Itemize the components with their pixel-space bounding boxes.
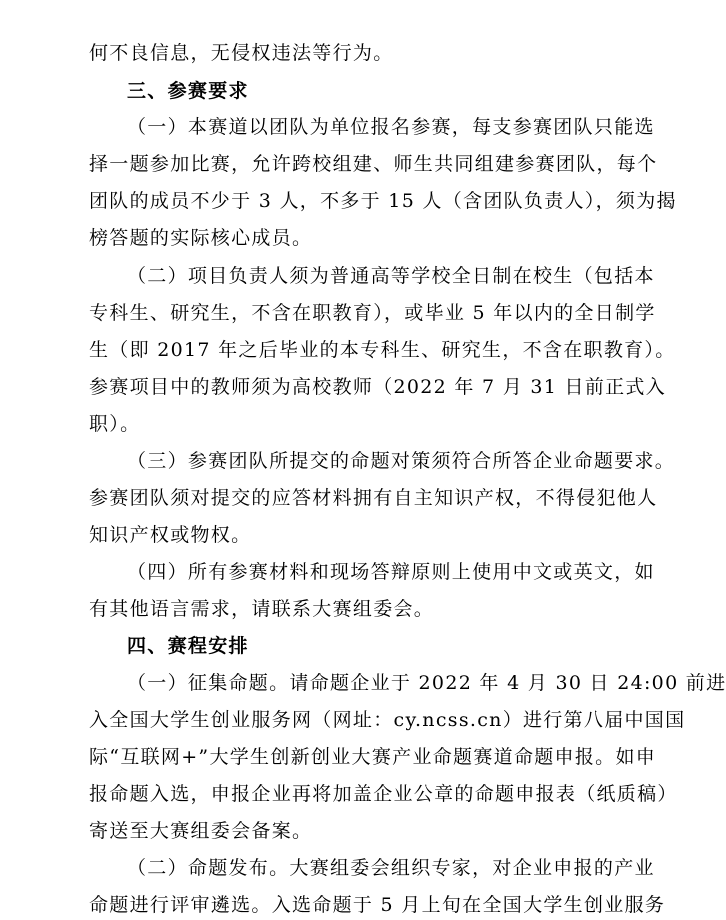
section-heading: 四、赛程安排 [127,635,249,657]
text-line: 有其他语言需求，请联系大赛组委会。 [89,598,435,620]
text-line: 寄送至大赛组委会备案。 [89,820,313,842]
text-line: 专科生、研究生，不含在职教育），或毕业 5 年以内的全日制学 [89,302,656,324]
text-line: （二）项目负责人须为普通高等学校全日制在校生（包括本 [127,265,655,287]
text-line: 团队的成员不少于 3 人，不多于 15 人（含团队负责人），须为揭 [89,190,677,212]
text-line: （三）参赛团队所提交的命题对策须符合所答企业命题要求。 [127,450,676,472]
text-line: 参赛团队须对提交的应答材料拥有自主知识产权，不得侵犯他人 [89,487,658,509]
text-line: 报命题入选，申报企业再将加盖企业公章的命题申报表（纸质稿） [89,783,678,805]
section-heading: 三、参赛要求 [127,80,249,102]
text-line: （二）命题发布。大赛组委会组织专家，对企业申报的产业 [127,857,655,879]
text-line: 参赛项目中的教师须为高校教师（2022 年 7 月 31 日前正式入 [89,376,667,398]
text-line: 榜答题的实际核心成员。 [89,227,313,249]
text-line: （一）征集命题。请命题企业于 2022 年 4 月 30 日 24:00 前进 [127,672,726,694]
text-line: （一）本赛道以团队为单位报名参赛，每支参赛团队只能选 [127,116,655,138]
text-line: 际“互联网+”大学生创新创业大赛产业命题赛道命题申报。如申 [89,746,657,768]
text-line: 职）。 [89,413,141,435]
text-line: 择一题参加比赛，允许跨校组建、师生共同组建参赛团队，每个 [89,153,658,175]
text-line: （四）所有参赛材料和现场答辩原则上使用中文或英文，如 [127,561,655,583]
text-line: 何不良信息，无侵权违法等行为。 [89,42,394,64]
text-line: 生（即 2017 年之后毕业的本专科生、研究生，不含在职教育）。 [89,339,676,361]
text-line: 入全国大学生创业服务网（网址：cy.ncss.cn）进行第八届中国国 [89,709,686,731]
text-line: 命题进行评审遴选。入选命题于 5 月上旬在全国大学生创业服务 [89,894,666,916]
text-line: 知识产权或物权。 [89,524,252,546]
